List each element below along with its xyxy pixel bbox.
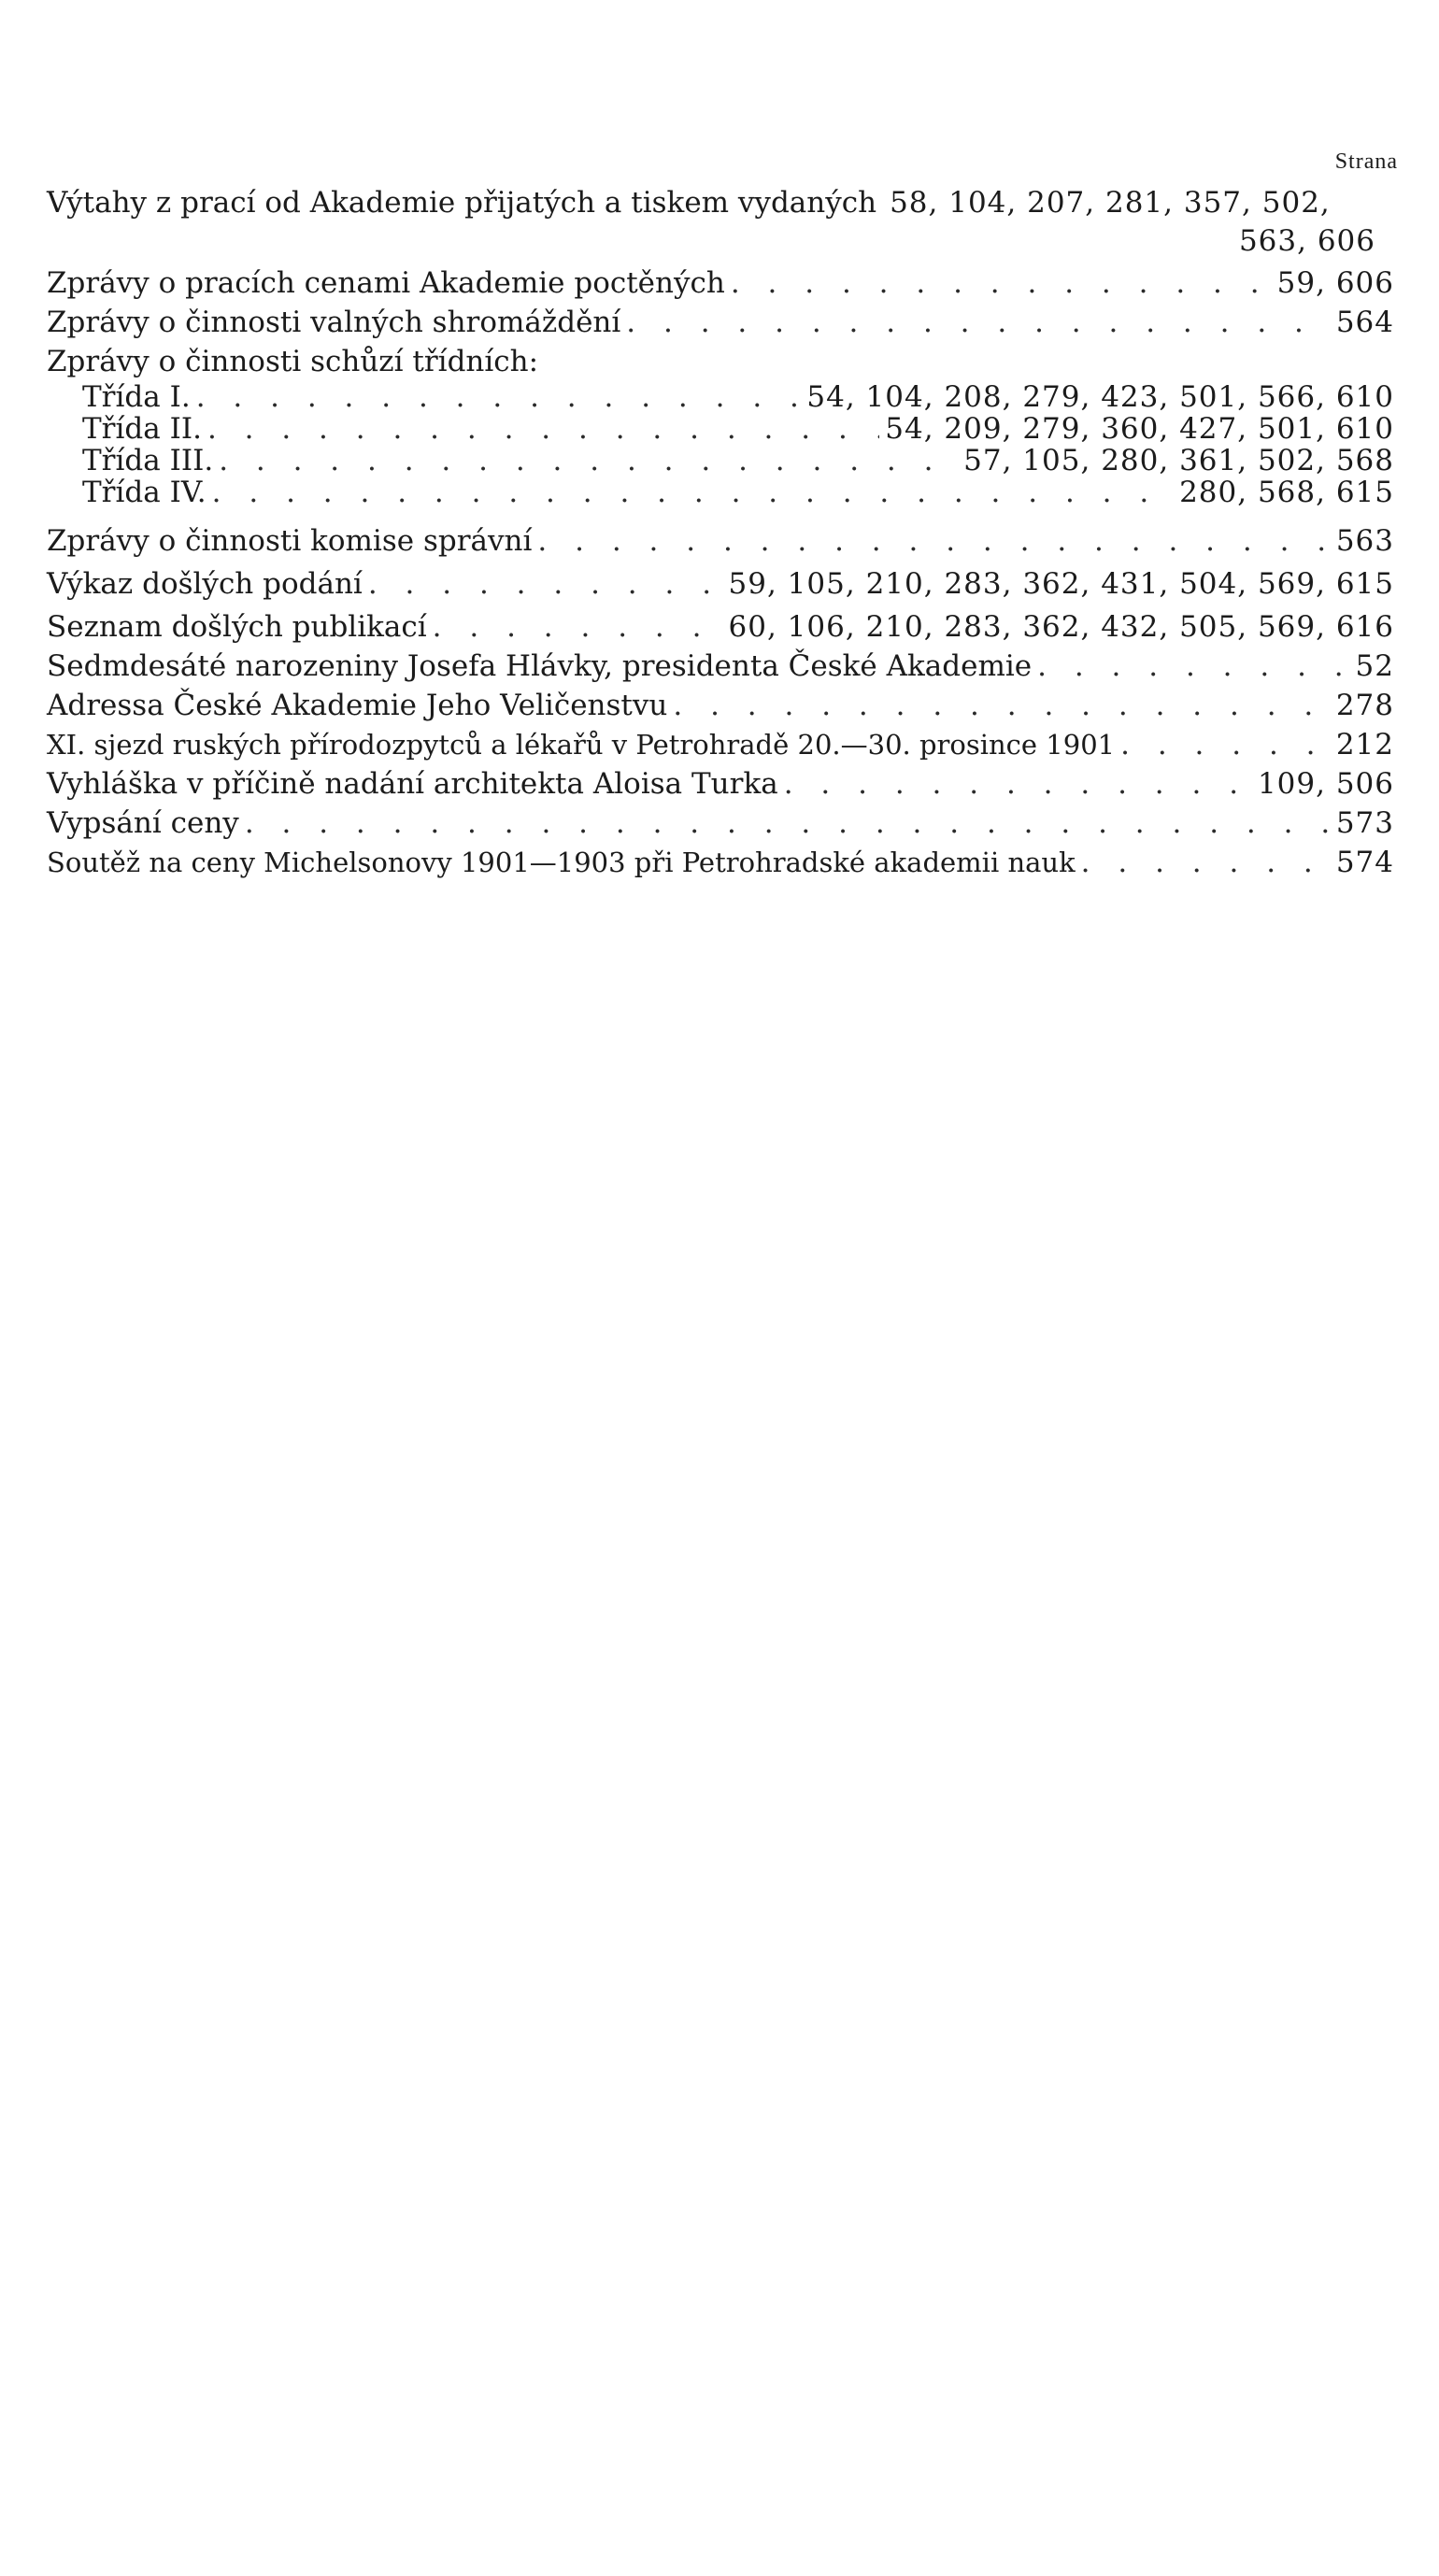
toc-entry-soutez xyxy=(47,843,1394,882)
toc-entry-seznam xyxy=(47,607,1394,647)
entry-pages: 564 xyxy=(1335,306,1394,339)
toc-entry-komise xyxy=(47,521,1394,561)
dot-leader xyxy=(731,263,1272,303)
entry-title: Vypsání ceny xyxy=(47,806,239,840)
entry-pages-continuation: 563, 606 xyxy=(1238,224,1375,258)
dot-leader xyxy=(212,477,1174,508)
section-heading: Zprávy o činnosti schůzí třídních: xyxy=(47,345,539,378)
entry-pages: 52 xyxy=(1355,649,1394,683)
toc-entry-vyhlaska xyxy=(47,764,1394,804)
toc-entry-vytahy xyxy=(47,183,1394,222)
entry-title: Sedmdesáté narozeniny Josefa Hlávky, presidenta České Akademie xyxy=(47,649,1033,683)
entry-pages: 573 xyxy=(1335,806,1394,840)
entry-pages: 60, 106, 210, 283, 362, 432, 505, 569, 616 xyxy=(728,610,1394,644)
dot-leader xyxy=(1037,647,1349,686)
toc-entry-trida-3 xyxy=(47,445,1394,477)
entry-pages: 54, 104, 208, 279, 423, 501, 566, 610 xyxy=(806,380,1394,414)
entry-title: Vyhláška v příčině nadání architekta Aloisa Turka xyxy=(47,767,778,801)
entry-pages: 212 xyxy=(1335,728,1394,761)
dot-leader xyxy=(368,564,723,604)
entry-pages: 57, 105, 280, 361, 502, 568 xyxy=(963,444,1394,477)
toc-entry-trida-2 xyxy=(47,413,1394,445)
entry-title: Třída III. xyxy=(82,444,214,477)
entry-pages: 278 xyxy=(1335,689,1394,722)
toc-entry-vypsani xyxy=(47,804,1394,843)
dot-leader xyxy=(673,686,1330,725)
entry-title: Zprávy o činnosti valných shromáždění xyxy=(47,306,621,339)
entry-title: Výkaz došlých podání xyxy=(47,567,363,601)
table-of-contents xyxy=(47,183,1394,882)
entry-pages: 563 xyxy=(1335,524,1394,558)
toc-entry-valnych xyxy=(47,303,1394,342)
toc-entry-trida-1 xyxy=(47,381,1394,413)
dot-leader xyxy=(626,303,1331,342)
entry-pages: 59, 105, 210, 283, 362, 431, 504, 569, 615 xyxy=(728,567,1394,601)
entry-pages: 109, 506 xyxy=(1257,767,1394,801)
dot-leader xyxy=(433,607,723,647)
entry-title: Třída IV. xyxy=(82,476,207,509)
dot-leader xyxy=(219,445,958,477)
toc-entry-trida-4 xyxy=(47,477,1394,508)
entry-title: Třída I. xyxy=(82,380,191,414)
dot-leader xyxy=(1120,725,1331,764)
toc-entry-adressa xyxy=(47,686,1394,725)
entry-title: Zprávy o činnosti komise správní xyxy=(47,524,533,558)
toc-entry-hlavka xyxy=(47,647,1394,686)
entry-pages: 58, 104, 207, 281, 357, 502, xyxy=(890,186,1331,220)
toc-entry-cenami xyxy=(47,263,1394,303)
page-column-heading: Strana xyxy=(1334,149,1398,174)
entry-title: Soutěž na ceny Michelsonovy 1901—1903 při Petrohradské akademii nauk xyxy=(47,847,1076,878)
dot-leader xyxy=(245,804,1331,843)
entry-title: Seznam došlých publikací xyxy=(47,610,427,644)
toc-entry-sjezd xyxy=(47,725,1394,764)
entry-title: XI. sjezd ruských přírodozpytců a lékařů v Petrohradě 20.—30. prosince 1901 xyxy=(47,729,1116,761)
entry-title: Třída II. xyxy=(82,412,202,446)
toc-entry-vykaz xyxy=(47,564,1394,604)
entry-title: Výtahy z prací od Akademie přijatých a tiskem vydaných xyxy=(47,186,877,220)
dot-leader xyxy=(196,381,802,413)
dot-leader xyxy=(1081,843,1331,882)
entry-pages: 280, 568, 615 xyxy=(1179,476,1394,509)
entry-pages: 54, 209, 279, 360, 427, 501, 610 xyxy=(885,412,1394,446)
entry-pages: 59, 606 xyxy=(1276,266,1394,300)
entry-title: Zprávy o pracích cenami Akademie poctěných xyxy=(47,266,725,300)
entry-pages: 574 xyxy=(1335,846,1394,879)
entry-title: Adressa České Akademie Jeho Veličenstvu xyxy=(47,689,668,722)
dot-leader xyxy=(207,413,879,445)
dot-leader xyxy=(784,764,1252,804)
dot-leader xyxy=(537,521,1330,561)
